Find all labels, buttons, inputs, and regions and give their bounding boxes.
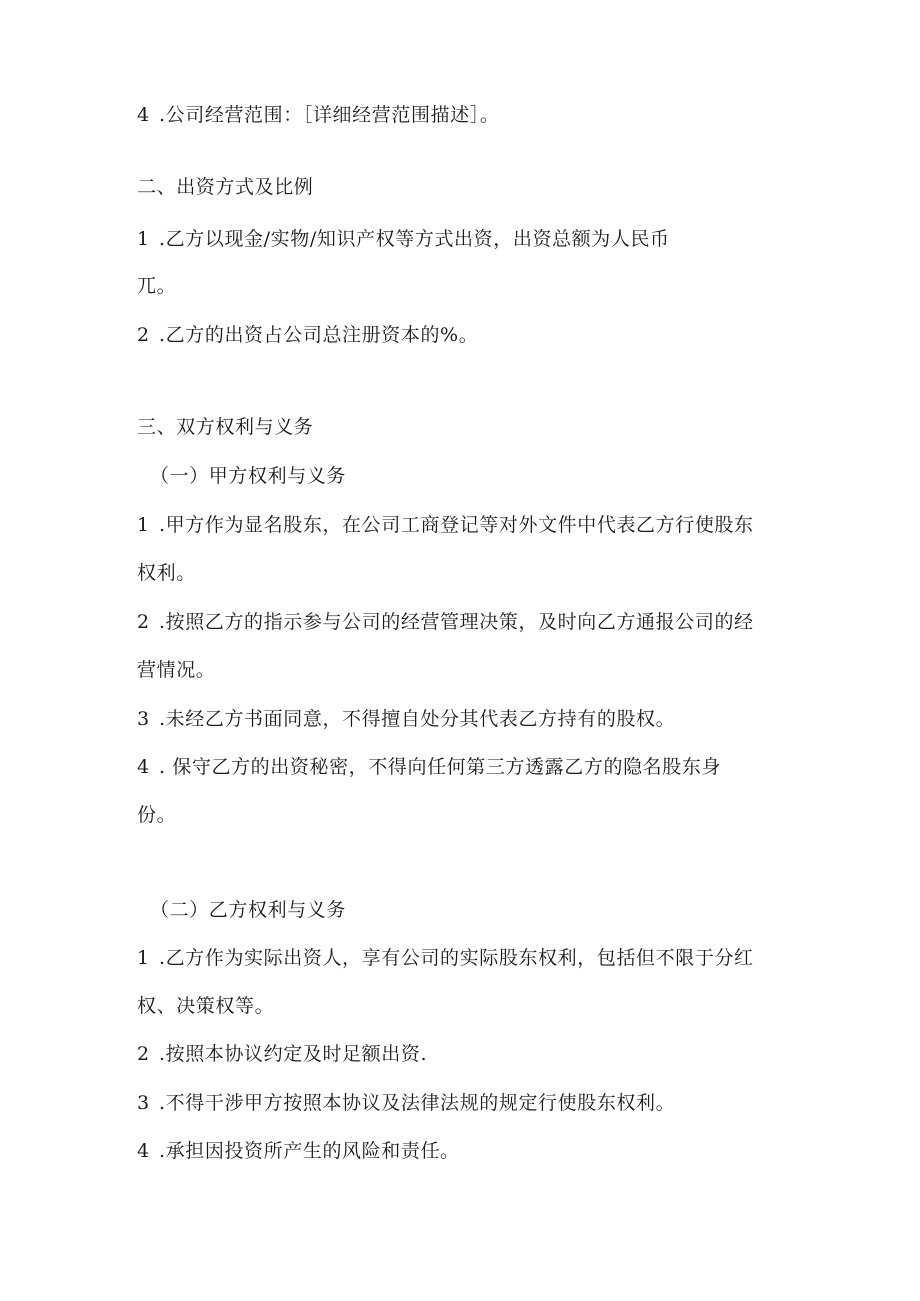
clause-continuation: 权、决策权等。 [137,995,275,1017]
clause-text: .乙方以现金/实物/知识产权等方式出资，出资总额为人民币 [159,228,670,250]
list-item [137,1091,675,1115]
clause-number: 4 [137,756,150,778]
list-item [137,707,675,731]
list-item [137,1139,460,1163]
subsection-heading-party-b: （二）乙方权利与义务 [150,899,347,921]
clause-text: .公司经营范围：［详细经营范围描述］。 [159,104,500,126]
clause-continuation: 兀。 [137,275,177,297]
subsection-heading-party-a: （一）甲方权利与义务 [150,465,347,487]
section-heading-rights: 三、双方权利与义务 [137,416,314,438]
clause-number: 3 [137,1092,150,1114]
clause-number: 2 [137,611,150,633]
section-heading-contribution: 二、出资方式及比例 [137,176,314,198]
clause-text: .按照本协议约定及时足额出资. [159,1043,428,1065]
clause-continuation: 份。 [137,804,177,826]
list-item [137,1042,427,1066]
clause-number: 1 [137,947,150,969]
list-item [137,755,721,779]
clause-business-scope [137,103,499,127]
clause-text: .按照乙方的指示参与公司的经营管理决策，及时向乙方通报公司的经 [159,611,754,633]
clause-text: .不得干涉甲方按照本协议及法律法规的规定行使股东权利。 [159,1092,676,1114]
clause-number: 2 [137,324,150,346]
clause-text: .乙方的出资占公司总注册资本的%。 [159,324,479,346]
clause-number: 4 [137,104,150,126]
clause-number: 2 [137,1043,150,1065]
clause-text: . 保守乙方的出资秘密，不得向任何第三方透露乙方的隐名股东身 [159,756,722,778]
clause-number: 1 [137,228,150,250]
clause-number: 4 [137,1140,150,1162]
clause-text: .甲方作为显名股东，在公司工商登记等对外文件中代表乙方行使股东 [159,514,754,536]
list-item [137,610,754,634]
list-item [137,946,754,970]
clause-text: .承担因投资所产生的风险和责任。 [159,1140,460,1162]
clause-number: 3 [137,708,150,730]
clause-continuation: 权利。 [137,562,196,584]
list-item [137,513,754,537]
clause-continuation: 营情况。 [137,659,216,681]
clause-number: 1 [137,514,150,536]
clause-text: .未经乙方书面同意，不得擅自处分其代表乙方持有的股权。 [159,708,676,730]
clause-text: .乙方作为实际出资人，享有公司的实际股东权利，包括但不限于分红 [159,947,754,969]
clause-contribution-ratio [137,323,478,347]
clause-contribution-method [137,227,670,251]
